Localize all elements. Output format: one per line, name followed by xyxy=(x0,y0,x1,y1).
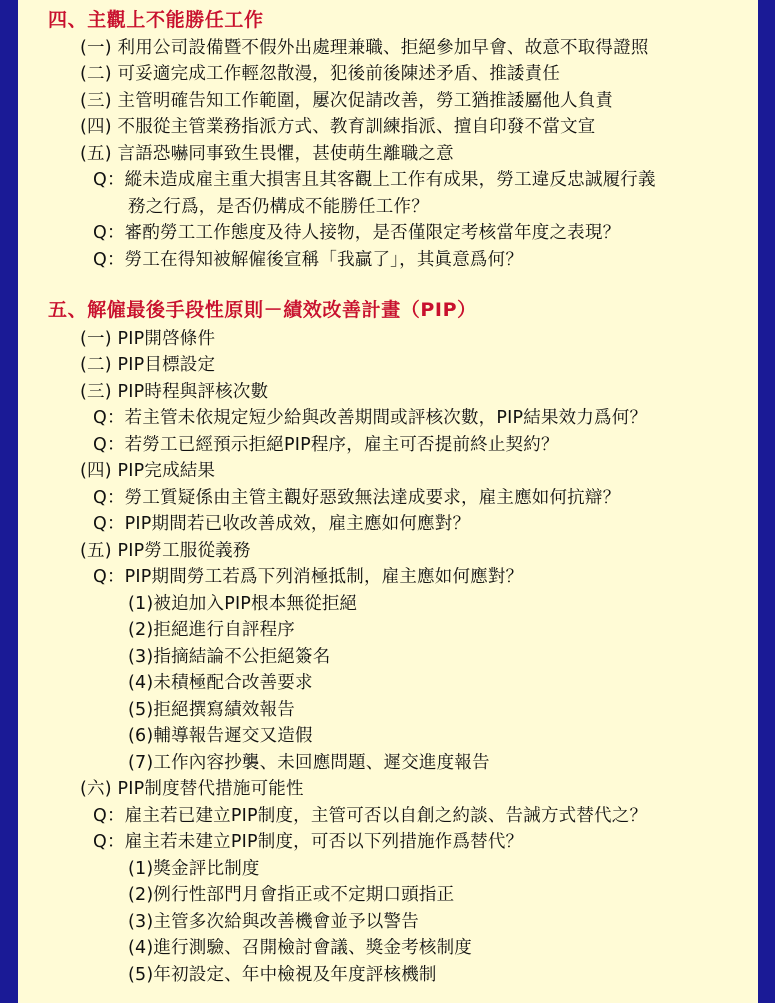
section-4-item-3: (三) 主管明確告知工作範圍，屢次促請改善，勞工猶推諉屬他人負責 xyxy=(80,91,614,111)
section-5-sub-4-question-2: Q：PIP期間若已收改善成效，雇主應如何應對？ xyxy=(93,514,471,534)
list-item: (5)年初設定、年中檢視及年度評核機制 xyxy=(128,965,437,985)
section-5-sub-4-question-1: Q：勞工質疑係由主管主觀好惡致無法達成要求，雇主應如何抗辯？ xyxy=(93,488,621,508)
section-4-item-4: (四) 不服從主管業務指派方式、教育訓練指派、擅自印發不當文宣 xyxy=(80,117,596,137)
section-5-sub-6-question-1: Q：雇主若已建立PIP制度，主管可否以自創之約談、告誡方式替代之？ xyxy=(93,806,648,826)
list-item: (5)拒絕撰寫績效報告 xyxy=(128,700,295,720)
list-item: (4)進行測驗、召開檢討會議、獎金考核制度 xyxy=(128,938,472,958)
section-4-question-3: Q：勞工在得知被解僱後宣稱「我贏了」，其眞意爲何？ xyxy=(93,250,524,270)
section-5-sub-3: (三) PIP時程與評核次數 xyxy=(80,382,269,402)
list-item: (2)例行性部門月會指正或不定期口頭指正 xyxy=(128,885,455,905)
section-5-sub-4: (四) PIP完成結果 xyxy=(80,461,216,481)
list-item: (3)主管多次給與改善機會並予以警告 xyxy=(128,912,419,932)
section-5-heading: 五、解僱最後手段性原則－績效改善計畫（PIP） xyxy=(48,299,477,321)
section-4-question-1-continued: 務之行爲，是否仍構成不能勝任工作？ xyxy=(128,197,429,217)
section-5-sub-3-question-2: Q：若勞工已經預示拒絕PIP程序，雇主可否提前終止契約？ xyxy=(93,435,559,455)
section-4-question-1: Q：縱未造成雇主重大損害且其客觀上工作有成果，勞工違反忠誠履行義 xyxy=(93,170,656,190)
section-5-sub-6-question-2: Q：雇主若未建立PIP制度，可否以下列措施作爲替代？ xyxy=(93,832,524,852)
section-5-sub-5: (五) PIP勞工服從義務 xyxy=(80,541,251,561)
section-5-sub-3-question-1: Q：若主管未依規定短少給與改善期間或評核次數，PIP結果效力爲何？ xyxy=(93,408,648,428)
section-4-heading: 四、主觀上不能勝任工作 xyxy=(48,9,264,31)
list-item: (4)未積極配合改善要求 xyxy=(128,673,313,693)
section-4-item-1: (一) 利用公司設備暨不假外出處理兼職、拒絕參加早會、故意不取得證照 xyxy=(80,38,649,58)
section-4-question-2: Q：審酌勞工工作態度及待人接物，是否僅限定考核當年度之表現？ xyxy=(93,223,621,243)
list-item: (3)指摘結論不公拒絕簽名 xyxy=(128,647,331,667)
list-item: (1)獎金評比制度 xyxy=(128,859,260,879)
list-item: (6)輔導報告遲交又造假 xyxy=(128,726,313,746)
section-4-item-5: (五) 言語恐嚇同事致生畏懼，甚使萌生離職之意 xyxy=(80,144,454,164)
section-5-sub-5-question-1: Q：PIP期間勞工若爲下列消極抵制，雇主應如何應對？ xyxy=(93,567,524,587)
section-5-sub-2: (二) PIP目標設定 xyxy=(80,355,216,375)
section-5-sub-1: (一) PIP開啓條件 xyxy=(80,329,216,349)
section-5-sub-6: (六) PIP制度替代措施可能性 xyxy=(80,779,304,799)
list-item: (1)被迫加入PIP根本無從拒絕 xyxy=(128,594,358,614)
list-item: (2)拒絕進行自評程序 xyxy=(128,620,295,640)
list-item: (7)工作內容抄襲、未回應問題、遲交進度報告 xyxy=(128,753,490,773)
section-4-item-2: (二) 可妥適完成工作輕忽散漫，犯後前後陳述矛盾、推諉責任 xyxy=(80,64,561,84)
